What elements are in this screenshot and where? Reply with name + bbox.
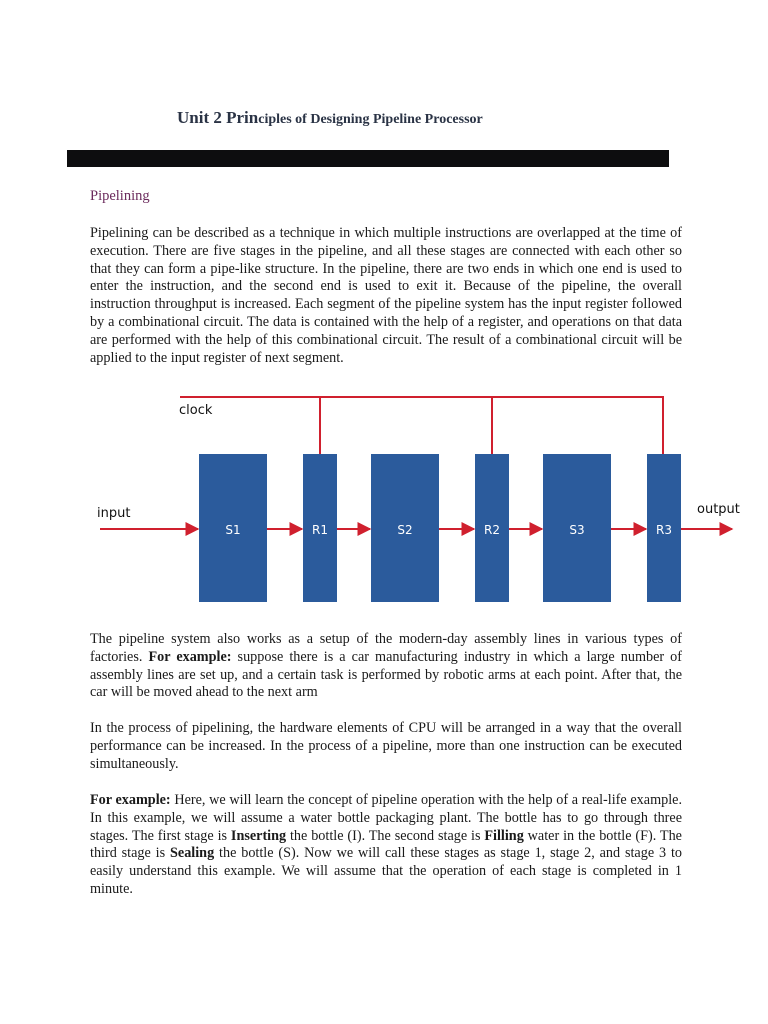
block-s2-label: S2	[397, 523, 413, 537]
title-part-1: Unit 2 Prin	[177, 108, 259, 127]
title-part-2: ciples of Designing Pipeline Processor	[258, 112, 483, 127]
block-r3	[647, 454, 681, 602]
block-s3-label: S3	[569, 523, 585, 537]
p4-bold-filling: Filling	[484, 827, 524, 844]
block-r1	[303, 454, 337, 602]
block-s1-label: S1	[225, 523, 241, 537]
block-s3	[543, 454, 611, 602]
block-s2	[371, 454, 439, 602]
p2-text-a: The pipeline system also works as a setup of the modern-day assembly lines in various types of factories.	[90, 631, 682, 665]
block-s1	[199, 454, 267, 602]
paragraph-assembly-lines	[90, 631, 682, 702]
p4-text-f: water in the bottle (F). The third stage is	[90, 827, 682, 862]
paragraph-intro: Pipelining can be described as a technique in which multiple instructions are overlapped at the time of execution. There are five stages in the pipeline, and all these stages are connected with each other so that they can form a pipe-like structure. In the pipeline, there are two ends in which one end is used to enter the instruction, and the second end is used to exit it. Because of the pipeline, the overall instruction throughput is increased. Each segment of the pipeline system has the input register followed by a combinational circuit. The data is contained with the help of a register, and operations on that data are performed with the help of this combinational circuit. The result of a combinational circuit will be applied to the input register of next segment.	[90, 225, 682, 366]
p4-text-b: Here, we will learn the concept of pipeline operation with the help of a real-life example. In this example, we will assume a water bottle packaging plant. The bottle has to go through three stages. The first stage is	[90, 792, 682, 844]
p4-bold-sealing: Sealing	[170, 845, 215, 862]
paragraph-hardware: In the process of pipelining, the hardware elements of CPU will be arranged in a way that the overall performance can be increased. In the process of a pipeline, more than one instruction can be executed simultaneously.	[90, 720, 682, 772]
block-r2	[475, 454, 509, 602]
clock-label: clock	[179, 403, 213, 418]
p2-text-c: suppose there is a car manufacturing industry in which a large number of assembly lines are set up, and a certain task is performed by robotic arms at each point. After that, the car will be moved ahead to the next arm	[90, 648, 682, 701]
block-r2-label: R2	[484, 523, 500, 537]
p4-bold-example: For example:	[90, 792, 171, 808]
document-title	[177, 94, 483, 131]
header-bar	[67, 150, 669, 167]
block-r1-label: R1	[312, 523, 328, 537]
block-r3-label: R3	[656, 523, 672, 537]
p2-bold-example: For example:	[148, 648, 232, 665]
p4-bold-inserting: Inserting	[230, 827, 287, 844]
section-heading: Pipelining	[90, 188, 150, 204]
input-label: input	[97, 506, 131, 521]
p4-text-d: the bottle (I). The second stage is	[286, 827, 485, 844]
pipeline-diagram	[90, 390, 750, 612]
p4-text-h: the bottle (S). Now we will call these stages as stage 1, stage 2, and stage 3 to easily understand this example. We will assume that the operation of each stage is completed in 1 minute.	[90, 845, 682, 897]
clock-wire	[180, 397, 664, 454]
paragraph-bottle-example	[90, 792, 682, 899]
output-label: output	[697, 502, 740, 517]
